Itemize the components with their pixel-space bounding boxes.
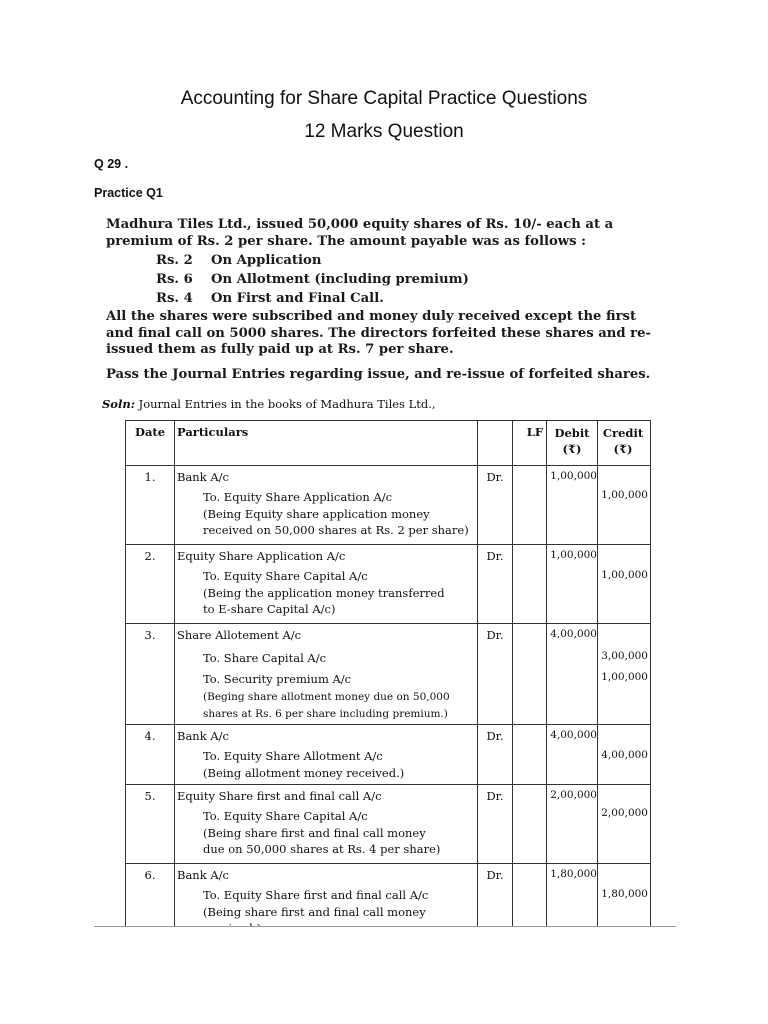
entry-debit: 1,80,000 <box>547 864 598 944</box>
solution-label: Soln: <box>102 397 135 411</box>
entry-line: To. Equity Share Allotment A/c <box>203 749 383 763</box>
entry-dr: Dr. <box>478 545 513 624</box>
problem-body: All the shares were subscribed and money duly received except the first and final call on 5000 shares. The directors forfeited these shares and re-issued them as fully paid up at Rs. 7 per share. <box>106 309 651 357</box>
entry-line: (Being allotment money received.) <box>203 765 405 780</box>
entry-particulars <box>175 725 478 785</box>
entry-line: To. Share Capital A/c <box>203 651 327 665</box>
header-particulars: Particulars <box>175 421 478 466</box>
entry-line: (Beging share allotment money due on 50,000 <box>203 691 450 703</box>
problem-task: Pass the Journal Entries regarding issue, and re-issue of forfeited shares. <box>106 366 651 382</box>
table-row <box>126 624 651 725</box>
entry-line: (Being share first and final call money <box>203 825 426 840</box>
problem-statement <box>106 217 666 383</box>
entry-credit <box>598 466 651 545</box>
entry-credit-amount: 4,00,000 <box>601 749 648 761</box>
entry-dr: Dr. <box>478 864 513 944</box>
entry-lf <box>513 725 547 785</box>
entry-debit: 1,00,000 <box>547 545 598 624</box>
table-header-row <box>126 421 651 466</box>
table-row <box>126 545 651 624</box>
entry-line: received on 50,000 shares at Rs. 2 per share) <box>203 523 469 537</box>
journal-table <box>125 420 651 944</box>
practice-label: Practice Q1 <box>94 186 163 200</box>
entry-particulars <box>175 624 478 725</box>
solution-text: Journal Entries in the books of Madhura Tiles Ltd., <box>138 397 436 411</box>
entry-line: To. Equity Share Application A/c <box>203 490 393 504</box>
entry-lf <box>513 545 547 624</box>
entry-dr: Dr. <box>478 785 513 864</box>
entry-dr: Dr. <box>478 725 513 785</box>
entry-debit: 1,00,000 <box>547 466 598 545</box>
payment-row <box>156 289 666 308</box>
entry-particulars <box>175 545 478 624</box>
entry-account: Share Allotement A/c <box>177 628 302 642</box>
entry-line: (Being Equity share application money <box>203 506 430 521</box>
header-debit-unit: (₹) <box>562 442 582 456</box>
problem-intro: Madhura Tiles Ltd., issued 50,000 equity shares of Rs. 10/- each at a premium of Rs. 2 per share. The amount payable was as follows : <box>106 217 614 249</box>
entry-line: to E-share Capital A/c) <box>203 602 336 616</box>
header-credit <box>598 421 651 466</box>
payment-amount: Rs. 2 <box>156 253 193 268</box>
entry-dr: Dr. <box>478 624 513 725</box>
entry-credit <box>598 624 651 725</box>
payment-amount: Rs. 6 <box>156 272 193 287</box>
entry-credit <box>598 725 651 785</box>
entry-particulars <box>175 466 478 545</box>
entry-line: due on 50,000 shares at Rs. 4 per share) <box>203 842 441 856</box>
entry-credit <box>598 545 651 624</box>
entry-line: (Being the application money transferred <box>203 585 445 600</box>
entry-credit-amount: 2,00,000 <box>601 807 648 819</box>
entry-lf <box>513 785 547 864</box>
entry-debit: 4,00,000 <box>547 725 598 785</box>
entry-credit-amount: 1,00,000 <box>601 569 648 581</box>
solution-caption <box>102 397 436 411</box>
page-cutoff <box>93 927 683 1024</box>
table-row <box>126 725 651 785</box>
payment-amount: Rs. 4 <box>156 291 193 306</box>
page-subtitle: 12 Marks Question <box>304 121 464 142</box>
entry-line: To. Equity Share Capital A/c <box>203 569 368 583</box>
entry-credit-amount: 1,00,000 <box>601 671 648 683</box>
page-title: Accounting for Share Capital Practice Questions <box>180 88 588 109</box>
table-row <box>126 785 651 864</box>
entry-credit-amount: 1,00,000 <box>601 489 648 501</box>
header-lf <box>513 421 547 466</box>
entry-lf <box>513 624 547 725</box>
entry-line: shares at Rs. 6 per share including premium.) <box>203 707 448 720</box>
entry-date: 5. <box>126 785 175 864</box>
entry-debit: 2,00,000 <box>547 785 598 864</box>
entry-credit <box>598 785 651 864</box>
header-lf-label: LF <box>526 425 543 439</box>
entry-date: 1. <box>126 466 175 545</box>
entry-account: Bank A/c <box>177 868 229 882</box>
header-credit-label: Credit <box>602 426 644 440</box>
entry-debit: 4,00,000 <box>547 624 598 725</box>
entry-line: To. Equity Share first and final call A/c <box>203 888 429 902</box>
entry-date: 3. <box>126 624 175 725</box>
entry-account: Equity Share Application A/c <box>177 549 346 563</box>
entry-line: To. Equity Share Capital A/c <box>203 809 368 823</box>
header-dr-blank <box>478 421 513 466</box>
payment-row <box>156 251 666 270</box>
entry-dr: Dr. <box>478 466 513 545</box>
entry-credit-amount: 1,80,000 <box>601 888 648 900</box>
payment-row <box>156 270 666 289</box>
header-debit <box>547 421 598 466</box>
page-divider <box>94 926 676 927</box>
payment-desc: On First and Final Call. <box>211 291 384 306</box>
payment-desc: On Allotment (including premium) <box>211 272 469 287</box>
entry-lf <box>513 466 547 545</box>
entry-account: Bank A/c <box>177 729 229 743</box>
header-debit-label: Debit <box>554 426 590 440</box>
entry-line: To. Security premium A/c <box>203 672 352 686</box>
entry-account: Equity Share first and final call A/c <box>177 789 382 803</box>
payment-schedule <box>156 251 666 308</box>
entry-date: 2. <box>126 545 175 624</box>
payment-desc: On Application <box>211 253 322 268</box>
entry-line: (Being share first and final call money <box>203 904 426 919</box>
question-number: Q 29 . <box>94 157 129 171</box>
table-row <box>126 466 651 545</box>
entry-account: Bank A/c <box>177 470 229 484</box>
header-date: Date <box>126 421 175 466</box>
header-credit-unit: (₹) <box>613 442 633 456</box>
entry-date: 6. <box>126 864 175 944</box>
entry-credit-amount: 3,00,000 <box>601 650 648 662</box>
entry-date: 4. <box>126 725 175 785</box>
entry-particulars <box>175 785 478 864</box>
